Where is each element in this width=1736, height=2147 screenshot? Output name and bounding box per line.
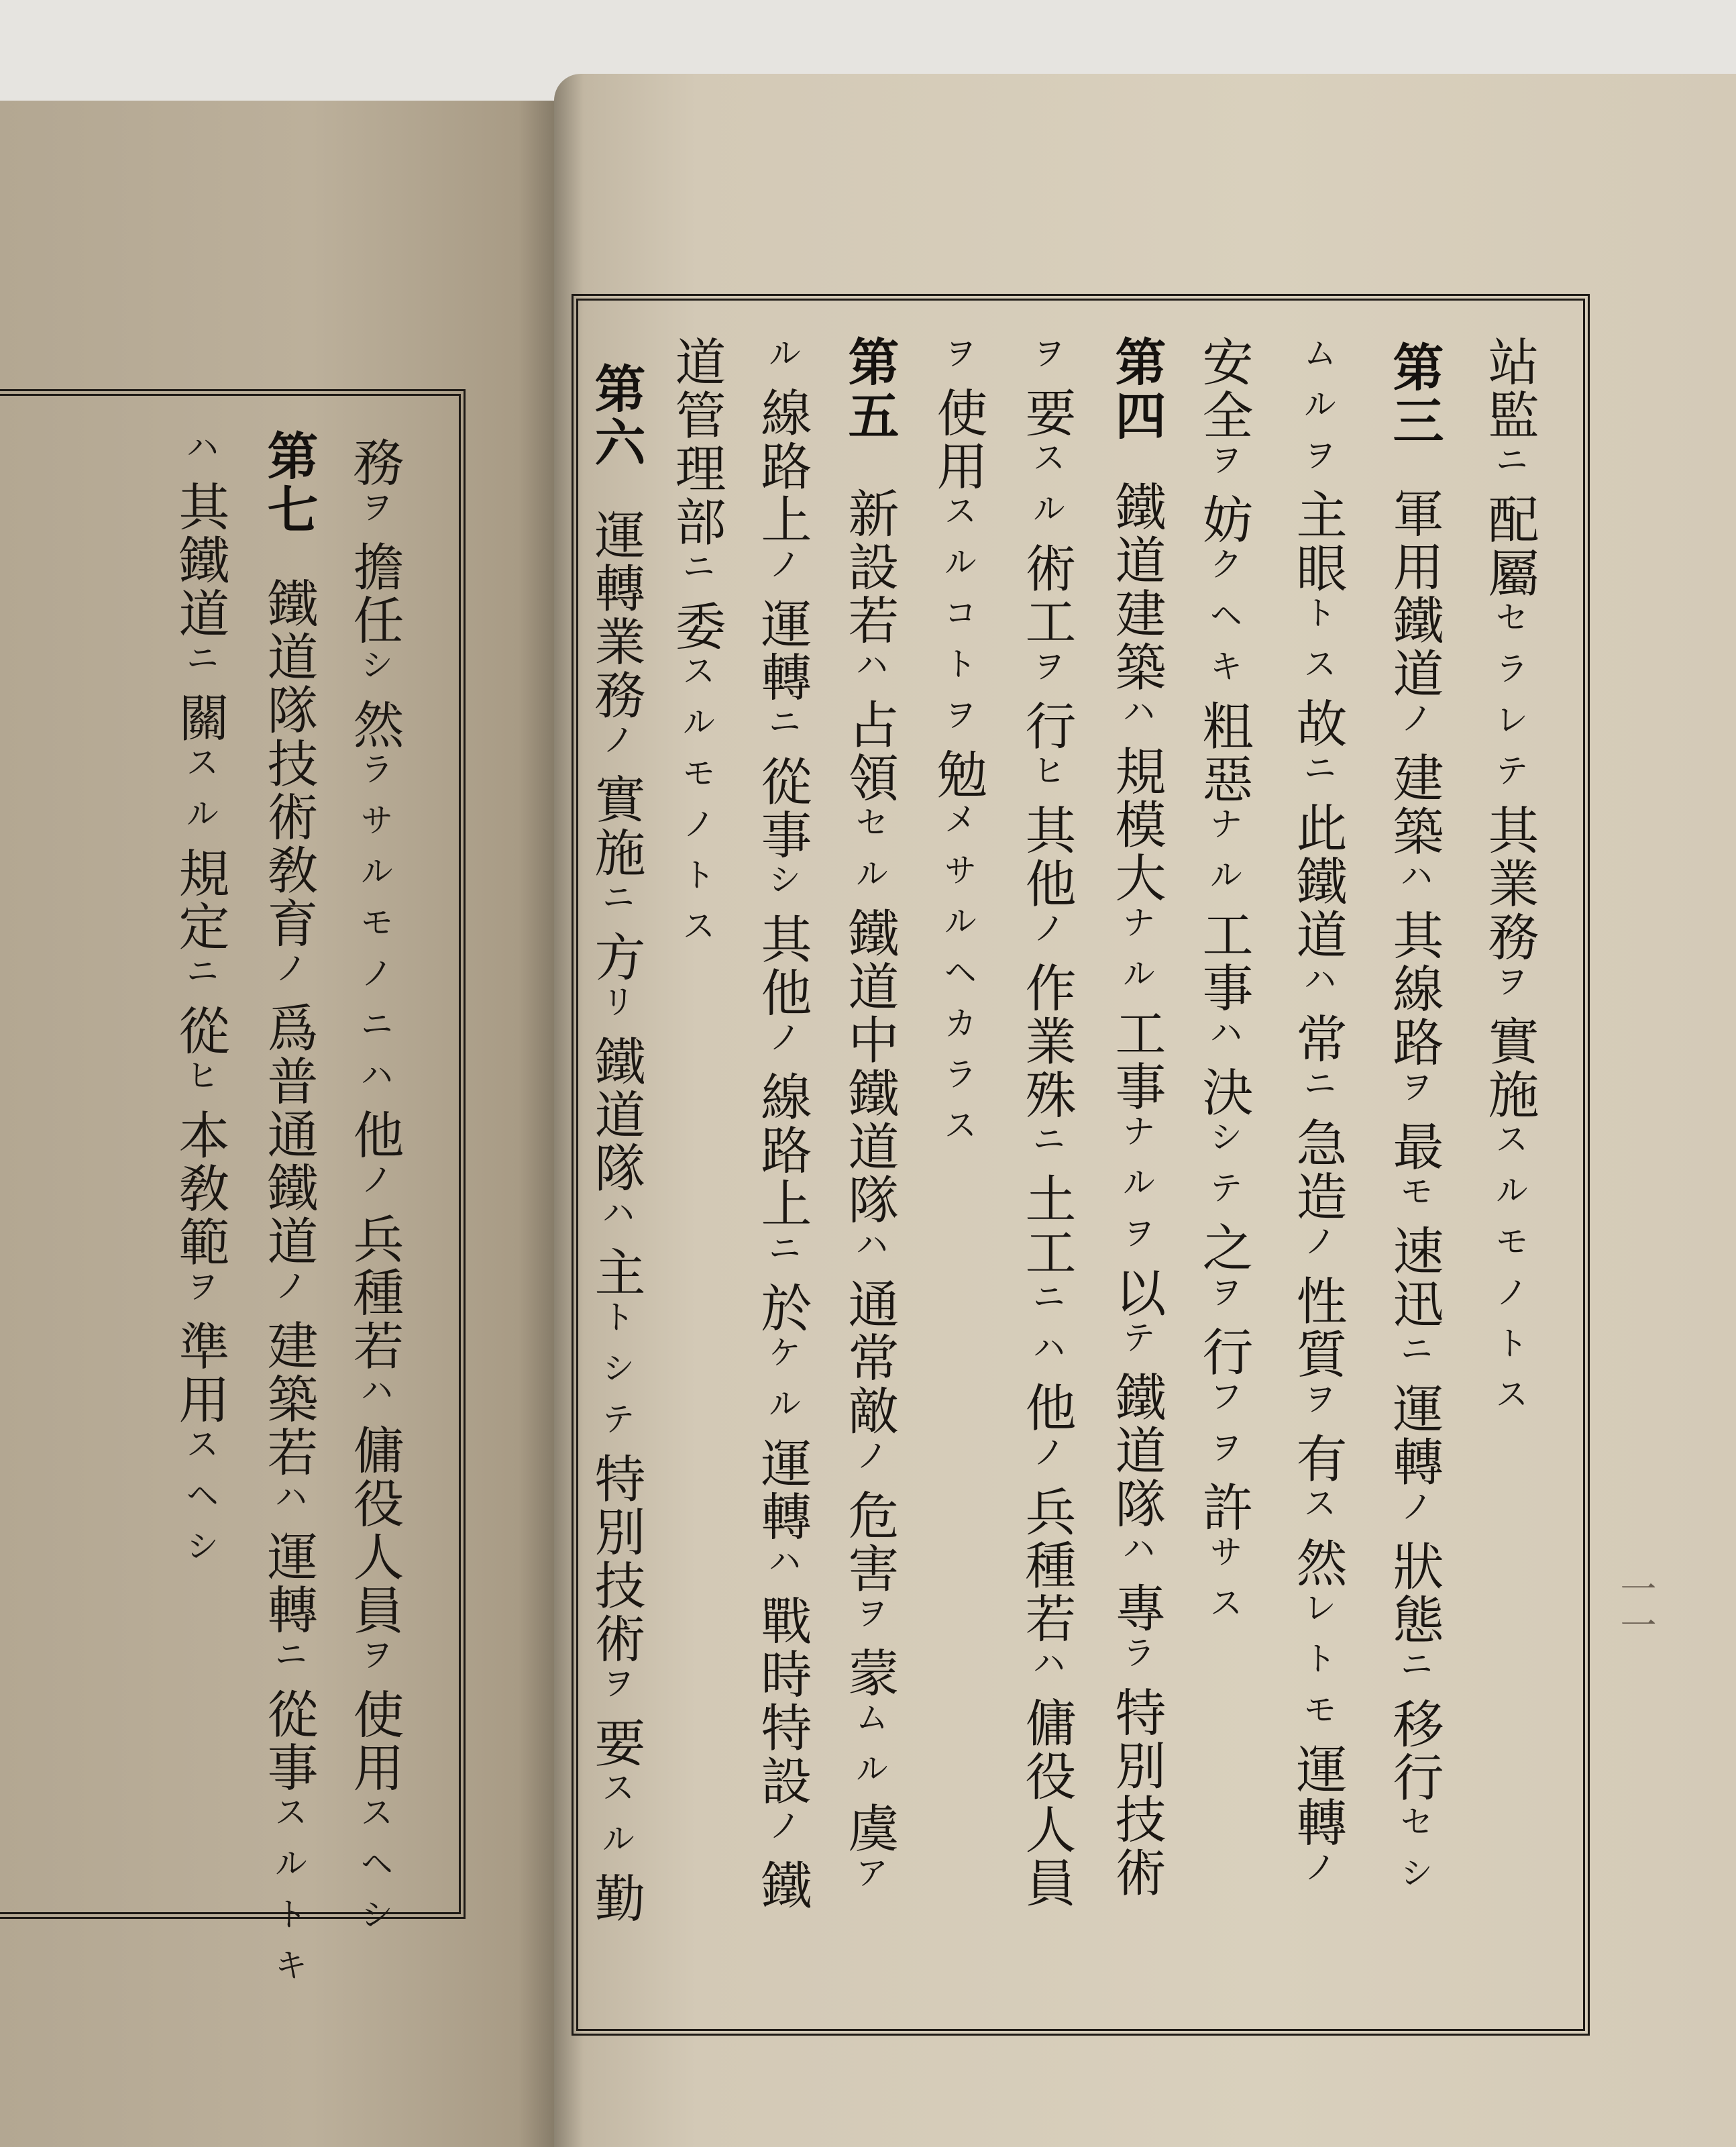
text-column: ハ其鐵道ニ關スル規定ニ從ヒ本敎範ヲ準用スヘシ	[170, 429, 230, 1579]
text-column: 務ヲ擔任シ然ラサルモノニハ他ノ兵種若ハ傭役人員ヲ使用スヘシ	[345, 436, 404, 1948]
article-heading: 第七	[259, 429, 319, 537]
text-column: ヲ要スル術工ヲ行ヒ其他ノ作業殊ニ土工ニハ他ノ兵種若ハ傭役人員	[1017, 335, 1077, 1910]
text-column: 鐵道建築ハ規模大ナル工事ナルヲ以テ鐵道隊ハ專ラ特別技術	[1107, 480, 1167, 1899]
text-column: ル線路上ノ運轉ニ從事シ其他ノ線路上ニ於ケル運轉ハ戰時特設ノ鐵	[753, 335, 812, 1912]
text-column: ヲ使用スルコトヲ勉メサルヘカラス	[928, 335, 988, 1159]
text-column: 安全ヲ妨クヘキ粗惡ナル工事ハ決シテ之ヲ行フヲ許サス	[1194, 335, 1254, 1636]
page-number: 一一	[1615, 1570, 1657, 1642]
text-column: 鐵道隊技術敎育ノ爲普通鐵道ノ建築若ハ運轉ニ從事スルトキ	[259, 577, 319, 1999]
text-column: 道管理部ニ委スルモノトス	[667, 335, 726, 959]
article-heading: 第六	[586, 362, 646, 470]
text-column: 軍用鐵道ノ建築ハ其線路ヲ最モ速迅ニ運轉ノ狀態ニ移行セシ	[1385, 487, 1444, 1906]
article-heading: 第四	[1107, 335, 1167, 443]
text-column: ムルヲ主眼トス故ニ此鐵道ハ常ニ急造ノ性質ヲ有ス然レトモ運轉ノ	[1288, 335, 1348, 1901]
article-heading: 第三	[1385, 341, 1444, 448]
text-column: 站監ニ配屬セラレテ其業務ヲ實施スルモノトス	[1480, 335, 1539, 1428]
text-column: 運轉業務ノ實施ニ方リ鐵道隊ハ主トシテ特別技術ヲ要スル勤	[586, 509, 646, 1926]
text-column: 新設若ハ占領セル鐵道中鐵道隊ハ通常敵ノ危害ヲ蒙ムル虞ア	[840, 487, 900, 1906]
article-heading: 第五	[840, 335, 900, 443]
